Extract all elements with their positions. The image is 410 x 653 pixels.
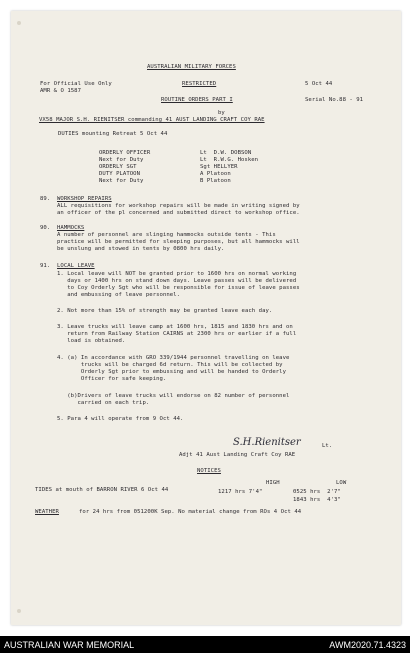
duty-role: DUTY PLATOON bbox=[99, 171, 141, 177]
duty-name: B Platoon bbox=[200, 178, 231, 184]
commander-line: VX58 MAJOR S.H. RIENITSER commanding 41 AUST LANDING CRAFT COY RAE bbox=[39, 117, 265, 123]
duty-role: ORDERLY OFFICER bbox=[99, 150, 151, 156]
amr-reference: AMR & O 1587 bbox=[40, 88, 82, 94]
tide-high-time: 1217 hrs 7'4" bbox=[218, 489, 263, 495]
item-number: 90. bbox=[40, 225, 51, 231]
item-text: Orderly Sgt prior to embussing and will be handed to Orderly bbox=[57, 369, 286, 375]
item-text: A number of personnel are slinging hammocks outside tents - This bbox=[57, 232, 276, 238]
forces-heading: AUSTRALIAN MILITARY FORCES bbox=[147, 64, 236, 70]
item-text: Officer for safe keeping. bbox=[57, 376, 167, 382]
weather-label: WEATHER bbox=[35, 509, 59, 515]
notices-title: NOTICES bbox=[197, 468, 221, 474]
item-text: ALL requisitions for workshop repairs will be made in writing signed by bbox=[57, 203, 300, 209]
punch-hole bbox=[17, 609, 21, 613]
archive-footer bbox=[0, 636, 410, 653]
item-text: 2. Not more than 15% of strength may be granted leave each day. bbox=[57, 308, 273, 314]
punch-hole bbox=[17, 21, 21, 25]
duty-role: ORDERLY SGT bbox=[99, 164, 137, 170]
item-text: and embussing of leave personnel. bbox=[57, 292, 181, 298]
item-text: (b)Drivers of leave trucks will endorse on 82 number of personnel bbox=[57, 393, 290, 399]
duty-role: Next for Duty bbox=[99, 157, 144, 163]
item-title-workshop: WORKSHOP REPAIRS bbox=[57, 196, 112, 202]
order-date: 5 Oct 44 bbox=[305, 81, 333, 87]
archive-name: AUSTRALIAN WAR MEMORIAL bbox=[4, 640, 135, 650]
orders-title: ROUTINE ORDERS PART I bbox=[161, 97, 233, 103]
item-text: return from Railway Station CAIRNS at 2300 hrs or earlier if a full bbox=[57, 331, 297, 337]
item-text: 1. Local leave will NOT be granted prior to 1600 hrs on normal working bbox=[57, 271, 297, 277]
duties-heading: DUTIES mounting Retreat 5 Oct 44 bbox=[58, 131, 168, 137]
item-text: load is obtained. bbox=[57, 338, 126, 344]
item-text: trucks will be charged 6d return. This will be collected by bbox=[57, 362, 283, 368]
item-number: 89. bbox=[40, 196, 51, 202]
item-text: days or 1400 hrs on stand down days. Leave passes will be delivered bbox=[57, 278, 297, 284]
item-text: practice will be permitted for sleeping purposes, but all hammocks will bbox=[57, 239, 300, 245]
tide-low-label: LOW bbox=[336, 480, 347, 486]
item-title-hammocks: HAMMOCKS bbox=[57, 225, 85, 231]
item-text: be unslung and stowed in tents by 0800 hrs daily. bbox=[57, 246, 225, 252]
tides-label: TIDES at mouth of BARRON RIVER 6 Oct 44 bbox=[35, 487, 169, 493]
tide-high-label: HIGH bbox=[266, 480, 280, 486]
item-text: to Coy Orderly Sgt who will be responsible for issue of leave passes bbox=[57, 285, 300, 291]
item-text: 5. Para 4 will operate from 9 Oct 44. bbox=[57, 416, 184, 422]
official-use-label: For Official Use Only bbox=[40, 81, 112, 87]
item-text: carried on each trip. bbox=[57, 400, 150, 406]
archive-reference: AWM2020.71.4323 bbox=[329, 640, 406, 650]
weather-text: for 24 hrs from 051200K Sep. No material change from ROs 4 Oct 44 bbox=[79, 509, 302, 515]
tide-low-time: 1843 hrs 4'3" bbox=[293, 497, 341, 503]
duty-name: Lt R.W.G. Hosken bbox=[200, 157, 259, 163]
handwritten-signature: S.H.Rienitser bbox=[233, 437, 301, 448]
restricted-label: RESTRICTED bbox=[182, 81, 217, 87]
item-text: an officer of the pl concerned and submitted direct to workshop office. bbox=[57, 210, 300, 216]
tide-low-time: 0525 hrs 2'7" bbox=[293, 489, 341, 495]
item-title-leave: LOCAL LEAVE bbox=[57, 263, 95, 269]
duty-name: Lt D.W. DOBSON bbox=[200, 150, 252, 156]
duty-role: Next for Duty bbox=[99, 178, 144, 184]
by-label: by bbox=[218, 110, 225, 116]
item-number: 91. bbox=[40, 263, 51, 269]
serial-number: Serial No.88 - 91 bbox=[305, 97, 364, 103]
adjutant-line: Adjt 41 Aust Landing Craft Coy RAE bbox=[179, 452, 296, 458]
item-text: 4. (a) In accordance with GRO 339/1944 personnel travelling on leave bbox=[57, 355, 290, 361]
document-page bbox=[11, 11, 401, 625]
signature-rank: Lt. bbox=[322, 443, 333, 449]
duty-name: A Platoon bbox=[200, 171, 231, 177]
item-text: 3. Leave trucks will leave camp at 1600 hrs, 1815 and 1830 hrs and on bbox=[57, 324, 293, 330]
duty-name: Sgt HELLYER bbox=[200, 164, 238, 170]
